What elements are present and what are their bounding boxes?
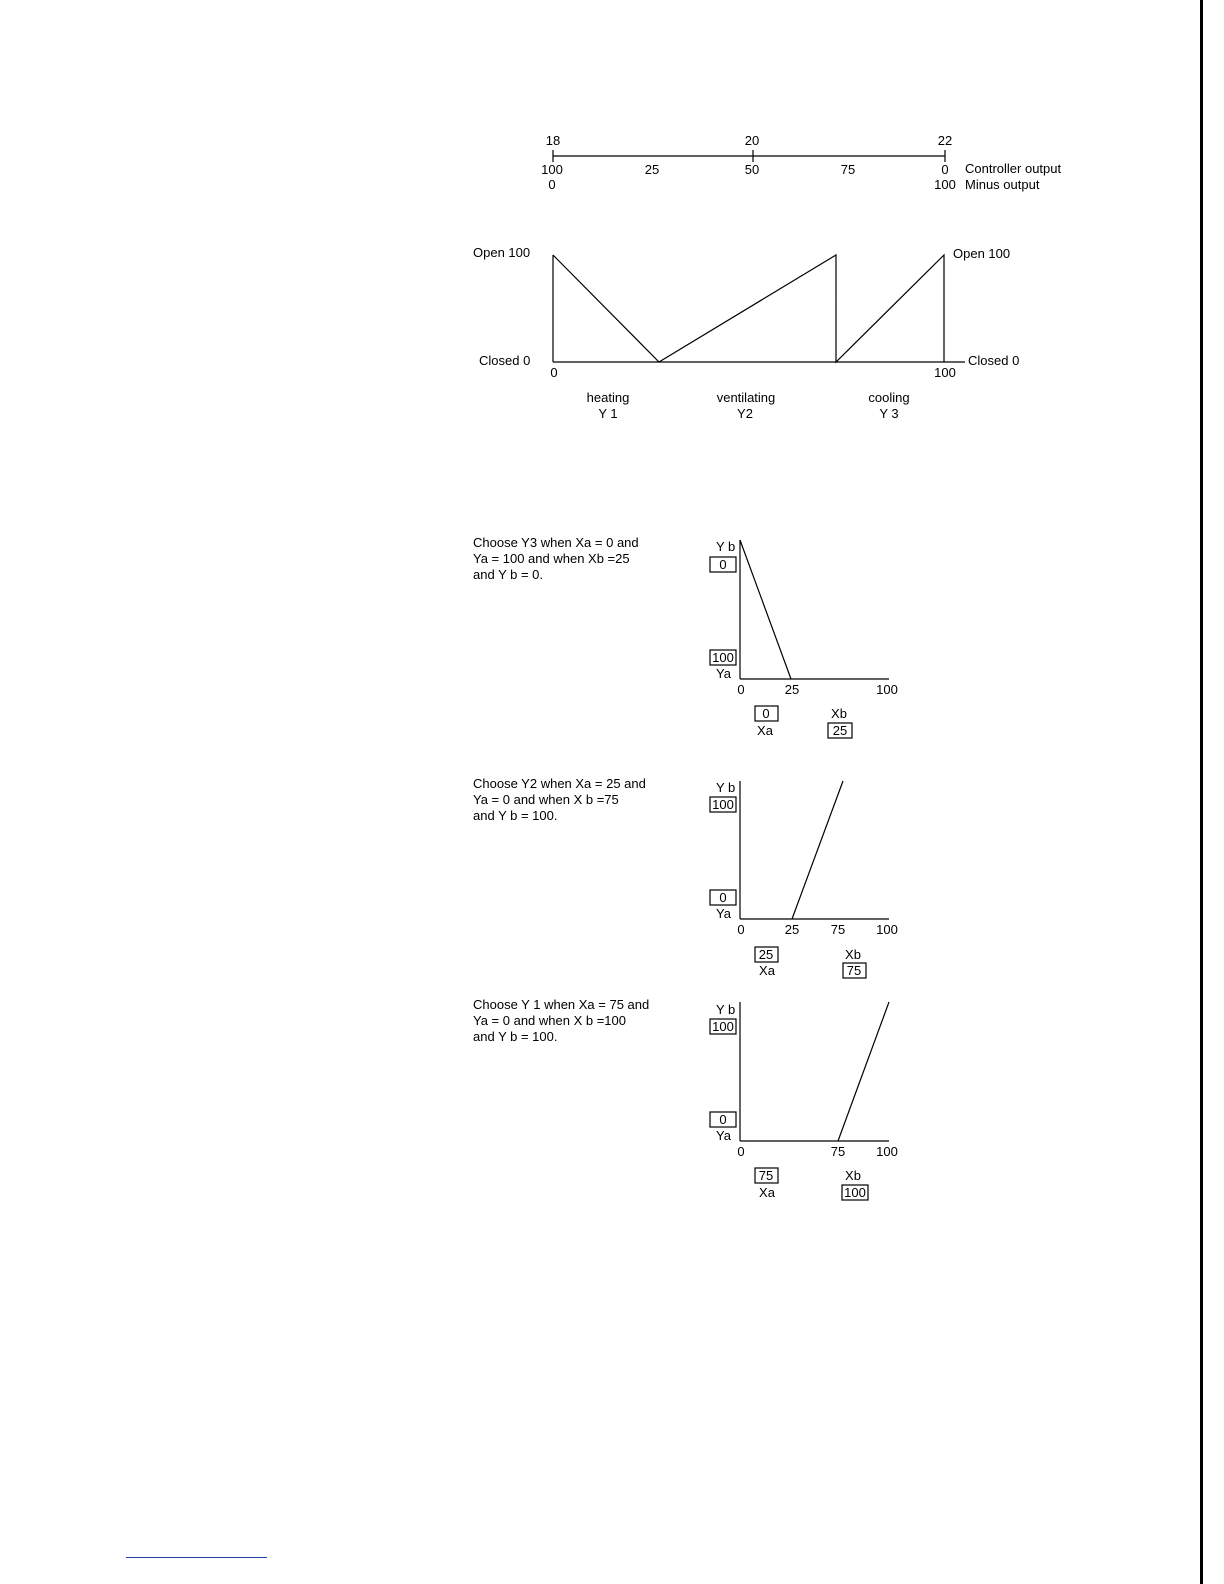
yb-value: 100 bbox=[712, 1019, 734, 1034]
segment-signal-heating: Y 1 bbox=[598, 406, 618, 421]
description-line: Ya = 0 and when X b =100 bbox=[473, 1013, 626, 1028]
xb-label: Xb bbox=[845, 947, 861, 962]
segment-signal-cooling: Y 3 bbox=[879, 406, 899, 421]
closed-left-label: Closed 0 bbox=[479, 353, 531, 368]
controller-tick-label: 50 bbox=[744, 162, 760, 177]
open-left-label: Open 100 bbox=[473, 245, 531, 260]
xb-value: 100 bbox=[844, 1185, 866, 1200]
open-right-label: Open 100 bbox=[953, 246, 1011, 261]
example-graph-y1 bbox=[710, 1002, 898, 1200]
description-line: Ya = 100 and when Xb =25 bbox=[473, 551, 630, 566]
x-tick-label: 0 bbox=[737, 922, 745, 937]
description-line: Choose Y 1 when Xa = 75 and bbox=[473, 997, 650, 1012]
description-line: Choose Y2 when Xa = 25 and bbox=[473, 776, 646, 791]
minus-tick-label: 100 bbox=[934, 177, 956, 192]
yb-label: Y b bbox=[716, 780, 736, 795]
x-tick-label: 0 bbox=[737, 682, 745, 697]
valve-sequence-line bbox=[553, 255, 944, 362]
controller-tick-label: 25 bbox=[644, 162, 660, 177]
ya-value: 0 bbox=[719, 1112, 727, 1127]
controller-tick-label: 75 bbox=[840, 162, 856, 177]
xb-value: 75 bbox=[846, 963, 862, 978]
example-output-line bbox=[792, 781, 843, 919]
x-tick-label: 75 bbox=[830, 922, 846, 937]
sequence-x-start: 0 bbox=[550, 365, 558, 380]
x-tick-label: 75 bbox=[830, 1144, 846, 1159]
output-scale bbox=[541, 133, 1061, 192]
example-description-y1 bbox=[473, 997, 673, 1045]
ya-value: 100 bbox=[712, 650, 734, 665]
yb-value: 100 bbox=[712, 797, 734, 812]
xa-value: 75 bbox=[758, 1168, 774, 1183]
yb-value: 0 bbox=[719, 557, 727, 572]
ya-label: Ya bbox=[716, 906, 731, 921]
x-tick-label: 0 bbox=[737, 1144, 745, 1159]
segment-name-ventilating: ventilating bbox=[716, 390, 776, 405]
minus-output-label: Minus output bbox=[965, 177, 1040, 192]
sequence-x-end: 100 bbox=[934, 365, 956, 380]
minus-tick-label: 0 bbox=[548, 177, 556, 192]
x-tick-label: 100 bbox=[876, 1144, 898, 1159]
ya-value: 0 bbox=[719, 890, 727, 905]
description-line: Choose Y3 when Xa = 0 and bbox=[473, 535, 639, 550]
segment-name-cooling: cooling bbox=[868, 390, 910, 405]
controller-tick-label: 0 bbox=[941, 162, 949, 177]
example-graph-y3 bbox=[710, 539, 898, 738]
x-tick-label: 25 bbox=[784, 682, 800, 697]
description-line: and Y b = 100. bbox=[473, 808, 558, 823]
xa-value: 25 bbox=[758, 947, 774, 962]
ya-label: Ya bbox=[716, 1128, 731, 1143]
example-description-y2 bbox=[473, 776, 673, 824]
temp-label: 20 bbox=[744, 133, 760, 148]
description-line: Ya = 0 and when X b =75 bbox=[473, 792, 619, 807]
example-output-line bbox=[740, 540, 791, 679]
x-tick-label: 100 bbox=[876, 922, 898, 937]
x-tick-label: 100 bbox=[876, 682, 898, 697]
description-line: and Y b = 100. bbox=[473, 1029, 558, 1044]
segment-signal-ventilating: Y2 bbox=[737, 406, 753, 421]
xb-value: 25 bbox=[832, 723, 848, 738]
segment-name-heating: heating bbox=[586, 390, 630, 405]
example-output-line bbox=[838, 1002, 889, 1141]
example-graph-y2 bbox=[710, 780, 898, 978]
yb-label: Y b bbox=[716, 539, 736, 554]
closed-right-label: Closed 0 bbox=[968, 353, 1020, 368]
ya-label: Ya bbox=[716, 666, 731, 681]
yb-label: Y b bbox=[716, 1002, 736, 1017]
xb-label: Xb bbox=[845, 1168, 861, 1183]
xa-label: Xa bbox=[757, 723, 773, 738]
xa-value: 0 bbox=[762, 706, 770, 721]
xa-label: Xa bbox=[759, 963, 775, 978]
temp-label: 18 bbox=[545, 133, 561, 148]
controller-tick-label: 100 bbox=[541, 162, 563, 177]
temp-label: 22 bbox=[937, 133, 953, 148]
description-line: and Y b = 0. bbox=[473, 567, 544, 582]
controller-output-label: Controller output bbox=[965, 161, 1062, 176]
xa-label: Xa bbox=[759, 1185, 775, 1200]
valve-sequence-graph bbox=[473, 245, 1019, 421]
x-tick-label: 25 bbox=[784, 922, 800, 937]
example-description-y3 bbox=[473, 535, 673, 583]
xb-label: Xb bbox=[831, 706, 847, 721]
